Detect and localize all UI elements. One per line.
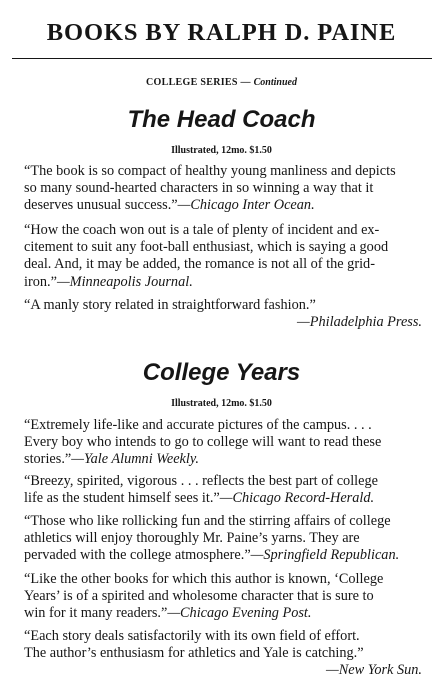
series-dash: — [237,77,254,88]
review-quote [24,513,422,565]
quote-text: pervaded with the college atmosphere.” [24,547,251,564]
quote-text: stories.” [24,451,72,468]
quote-text: deserves unusual success.” [24,197,178,214]
series-continued: Continued [253,77,297,88]
review-quote [24,222,422,291]
review-source: —Springfield Republican. [250,547,400,564]
quote-line: “Those who like rollicking fun and the stirring affairs of college [24,513,391,529]
quote-line [24,451,422,468]
quote-text: win for it many readers.” [24,605,168,622]
review-source: —Chicago Inter Ocean. [177,197,315,214]
book-title: College Years [142,359,301,386]
quote-line: “Extremely life-like and accurate pictures of the campus. . . . [24,417,372,433]
review-source: —Minneapolis Journal. [56,273,193,290]
quote-line: deal. And, it may be added, the romance is not all of the grid- [24,256,375,273]
page-heading: BOOKS BY RALPH D. PAINE [46,19,397,46]
quote-line [24,197,422,214]
quote-line: “A manly story related in straightforward fashion.” [24,297,316,313]
review-source: —New York Sun. [326,662,422,679]
quote-text: iron.” [24,273,57,290]
quote-line: “How the coach won out is a tale of plenty of incident and ex- [24,222,380,238]
review-source: —Chicago Record-Herald. [219,490,375,507]
review-quote [24,571,422,623]
review-quote [24,163,422,215]
quote-line: “Like the other books for which this author is known, ‘College [24,571,384,587]
heading-rule [12,58,432,59]
book-meta: Illustrated, 12mo. $1.50 [171,145,272,156]
quote-line [24,605,422,622]
series-name: COLLEGE SERIES [146,77,238,88]
quote-line: The author’s enthusiasm for athletics and Yale is catching.” [24,645,364,662]
book-title: The Head Coach [127,106,316,133]
review-quote [24,628,422,680]
quote-line: athletics will enjoy thoroughly Mr. Paine’s yarns. They are [24,530,360,547]
quote-line: “Each story deals satisfactorily with its own field of effort. [24,628,360,644]
quote-line [24,274,422,291]
quote-line: so many sound-hearted characters in so winning a way that it [24,180,374,197]
quote-line: “The book is so compact of healthy young manliness and depicts [24,163,396,179]
quote-line: citement to suit any foot-ball enthusiast, which is saying a good [24,239,389,256]
review-quote [24,417,422,469]
review-quote [24,473,422,507]
quote-line: Every boy who intends to go to college will want to read these [24,434,382,451]
book-meta: Illustrated, 12mo. $1.50 [171,398,272,409]
quote-line: Years’ is of a spirited and wholesome character that is sure to [24,588,374,605]
quote-line: “Breezy, spirited, vigorous . . . reflects the best part of college [24,473,378,489]
review-source: —Yale Alumni Weekly. [71,451,199,468]
quote-line [24,490,422,507]
review-source: —Chicago Evening Post. [167,605,312,622]
quote-line [24,547,422,564]
review-quote [24,297,422,331]
quote-text: life as the student himself sees it.” [24,490,220,507]
review-source: —Philadelphia Press. [297,314,422,331]
series-label [0,77,443,88]
